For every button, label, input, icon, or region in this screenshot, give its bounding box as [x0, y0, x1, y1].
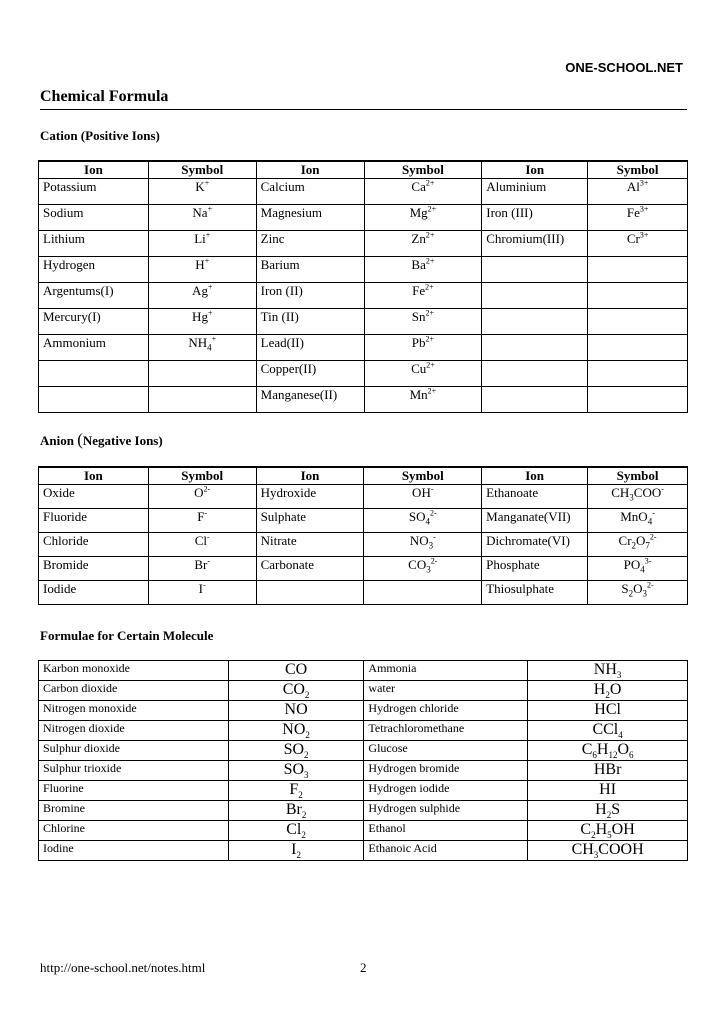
molecule-row — [39, 821, 688, 841]
cation-symbol: $Zn^{2+}$ — [364, 231, 482, 257]
anion-ion-name: Iodide — [39, 581, 149, 605]
molecule-name: Fluorine — [39, 781, 229, 801]
cation-row — [39, 283, 688, 309]
cation-ion-name: Potassium — [39, 179, 149, 205]
cation-symbol — [588, 309, 688, 335]
anion-ion-name: Carbonate — [256, 557, 364, 581]
anion-ion-name: Manganate(VII) — [482, 509, 588, 533]
cation-symbol: Ag+ — [148, 283, 256, 309]
cation-ion-name: Lead(II) — [256, 335, 364, 361]
cation-row — [39, 361, 688, 387]
anion-col-header: Ion — [256, 467, 364, 485]
molecule-formula: $C_6H_{12}O_6$ — [528, 741, 688, 761]
anion-ion-name: Dichromate(VI) — [482, 533, 588, 557]
anion-ion-name: Ethanoate — [482, 485, 588, 509]
cation-ion-name — [482, 335, 588, 361]
anion-ion-name: Thiosulphate — [482, 581, 588, 605]
cation-ion-name: Argentums(I) — [39, 283, 149, 309]
anion-symbol: $Cr_2O_7^{2-}$ — [588, 533, 688, 557]
cation-ion-name: Sodium — [39, 205, 149, 231]
cation-symbol — [588, 361, 688, 387]
cation-row — [39, 387, 688, 413]
molecule-name: Nitrogen dioxide — [39, 721, 229, 741]
cation-symbol: $Ca^{2+}$ — [364, 179, 482, 205]
cation-symbol: $Cr^{3+}$ — [588, 231, 688, 257]
molecule-name: Bromine — [39, 801, 229, 821]
anion-table — [38, 466, 688, 605]
molecule-name: Glucose — [364, 741, 528, 761]
cation-heading: Cation (Positive Ions) — [40, 128, 160, 143]
anion-symbol: MnO$_4$- — [588, 509, 688, 533]
cation-ion-name — [482, 257, 588, 283]
cation-ion-name: Copper(II) — [256, 361, 364, 387]
molecule-name: Carbon dioxide — [39, 681, 229, 701]
molecule-name: Hydrogen chloride — [364, 701, 528, 721]
molecule-row — [39, 841, 688, 861]
cation-symbol: $Fe^{2+}$ — [364, 283, 482, 309]
anion-row — [39, 509, 688, 533]
molecule-formula: $SO_2$ — [228, 741, 364, 761]
cation-row — [39, 257, 688, 283]
anion-symbol: Br- — [148, 557, 256, 581]
cation-row — [39, 335, 688, 361]
molecule-formula: $CO_2$ — [228, 681, 364, 701]
anion-ion-name: Fluoride — [39, 509, 149, 533]
anion-symbol: $S_2O_3^{2-}$ — [588, 581, 688, 605]
cation-ion-name — [39, 361, 149, 387]
molecule-formula: HI — [528, 781, 688, 801]
cation-ion-name: Iron (III) — [482, 205, 588, 231]
cation-symbol — [148, 361, 256, 387]
molecule-formula: $SO_3$ — [228, 761, 364, 781]
anion-ion-name: Phosphate — [482, 557, 588, 581]
molecule-formula: $NH_3$ — [528, 661, 688, 681]
molecule-formula: $H_2S$ — [528, 801, 688, 821]
anion-row — [39, 485, 688, 509]
cation-ion-name: Tin (II) — [256, 309, 364, 335]
anion-row — [39, 581, 688, 605]
molecule-formula: $F_2$ — [228, 781, 364, 801]
molecule-formula: $Cl_2$ — [228, 821, 364, 841]
cation-symbol: Li+ — [148, 231, 256, 257]
molecules-table — [38, 660, 688, 861]
molecule-name: Sulphur trioxide — [39, 761, 229, 781]
molecule-formula: HBr — [528, 761, 688, 781]
page-title: Chemical Formula — [40, 88, 169, 105]
page-number: 2 — [360, 960, 367, 975]
anion-ion-name: Oxide — [39, 485, 149, 509]
cation-row — [39, 309, 688, 335]
anion-col-header: Symbol — [588, 467, 688, 485]
molecule-row — [39, 721, 688, 741]
cation-ion-name: Magnesium — [256, 205, 364, 231]
molecule-formula: NO — [228, 701, 364, 721]
molecule-formula: $C_2H_5OH$ — [528, 821, 688, 841]
cation-symbol: Hg+ — [148, 309, 256, 335]
cation-ion-name: Chromium(III) — [482, 231, 588, 257]
cation-symbol: $Al^{3+}$ — [588, 179, 688, 205]
molecule-formula: $NO_2$ — [228, 721, 364, 741]
molecule-name: water — [364, 681, 528, 701]
cation-ion-name — [482, 387, 588, 413]
molecule-name: Hydrogen iodide — [364, 781, 528, 801]
molecule-formula: $CH_3COOH$ — [528, 841, 688, 861]
anion-ion-name: Sulphate — [256, 509, 364, 533]
cation-ion-name: Iron (II) — [256, 283, 364, 309]
cation-ion-name — [482, 361, 588, 387]
cation-ion-name: Aluminium — [482, 179, 588, 205]
anion-symbol — [364, 581, 482, 605]
molecule-row — [39, 781, 688, 801]
cation-symbol: Na+ — [148, 205, 256, 231]
cation-symbol: $Mg^{2+}$ — [364, 205, 482, 231]
molecule-name: Sulphur dioxide — [39, 741, 229, 761]
molecules-heading: Formulae for Certain Molecule — [40, 628, 214, 643]
molecule-name: Iodine — [39, 841, 229, 861]
anion-row — [39, 557, 688, 581]
molecule-formula: $Br_2$ — [228, 801, 364, 821]
molecule-name: Karbon monoxide — [39, 661, 229, 681]
anion-symbol: $PO_4^{3-}$ — [588, 557, 688, 581]
cation-ion-name: Ammonium — [39, 335, 149, 361]
molecule-row — [39, 761, 688, 781]
cation-symbol: $Cu^{2+}$ — [364, 361, 482, 387]
cation-ion-name — [482, 283, 588, 309]
molecule-name: Hydrogen sulphide — [364, 801, 528, 821]
anion-symbol: F- — [148, 509, 256, 533]
cation-ion-name: Lithium — [39, 231, 149, 257]
anion-ion-name: Bromide — [39, 557, 149, 581]
anion-symbol: OH- — [364, 485, 482, 509]
molecule-formula: CCl$_4$ — [528, 721, 688, 741]
molecule-name: Chlorine — [39, 821, 229, 841]
cation-ion-name: Hydrogen — [39, 257, 149, 283]
anion-row — [39, 533, 688, 557]
cation-col-header: Ion — [482, 161, 588, 179]
cation-symbol — [588, 335, 688, 361]
anion-col-header: Ion — [482, 467, 588, 485]
cation-ion-name: Manganese(II) — [256, 387, 364, 413]
cation-symbol: H+ — [148, 257, 256, 283]
cation-symbol — [588, 257, 688, 283]
cation-ion-name: Barium — [256, 257, 364, 283]
anion-header-row — [39, 467, 688, 485]
cation-row — [39, 205, 688, 231]
anion-symbol: $CH_3COO^-$ — [588, 485, 688, 509]
molecule-row — [39, 741, 688, 761]
molecule-name: Hydrogen bromide — [364, 761, 528, 781]
anion-ion-name: Nitrate — [256, 533, 364, 557]
cation-symbol: $NH_4^+$ — [148, 335, 256, 361]
cation-symbol: K+ — [148, 179, 256, 205]
anion-symbol: Cl- — [148, 533, 256, 557]
cation-symbol — [588, 283, 688, 309]
molecule-formula: $H_2O$ — [528, 681, 688, 701]
anion-col-header: Symbol — [364, 467, 482, 485]
cation-col-header: Symbol — [364, 161, 482, 179]
cation-ion-name: Zinc — [256, 231, 364, 257]
anion-symbol: I- — [148, 581, 256, 605]
molecule-row — [39, 801, 688, 821]
cation-symbol: $Sn^{2+}$ — [364, 309, 482, 335]
cation-row — [39, 179, 688, 205]
molecule-name: Nitrogen monoxide — [39, 701, 229, 721]
anion-ion-name: Hydroxide — [256, 485, 364, 509]
site-name: ONE-SCHOOL.NET — [565, 60, 683, 75]
cation-ion-name: Calcium — [256, 179, 364, 205]
molecule-row — [39, 681, 688, 701]
anion-ion-name: Chloride — [39, 533, 149, 557]
anion-symbol: $SO_4^{2-}$ — [364, 509, 482, 533]
anion-heading: Anion (Negative Ions) — [40, 430, 163, 449]
cation-symbol — [148, 387, 256, 413]
cation-col-header: Symbol — [588, 161, 688, 179]
footer-url: http://one-school.net/notes.html — [40, 960, 206, 975]
cation-ion-name — [482, 309, 588, 335]
molecule-row — [39, 661, 688, 681]
molecule-row — [39, 701, 688, 721]
anion-symbol: $O^{2-}$ — [148, 485, 256, 509]
molecule-name: Tetrachloromethane — [364, 721, 528, 741]
title-divider — [40, 109, 687, 110]
cation-table — [38, 160, 688, 413]
molecule-formula: $I_2$ — [228, 841, 364, 861]
cation-row — [39, 231, 688, 257]
cation-symbol: $Fe^{3+}$ — [588, 205, 688, 231]
molecule-name: Ethanoic Acid — [364, 841, 528, 861]
anion-col-header: Symbol — [148, 467, 256, 485]
molecule-name: Ammonia — [364, 661, 528, 681]
anion-col-header: Ion — [39, 467, 149, 485]
cation-ion-name — [39, 387, 149, 413]
molecule-formula: HCl — [528, 701, 688, 721]
anion-symbol: $NO_3^-$ — [364, 533, 482, 557]
cation-header-row — [39, 161, 688, 179]
cation-symbol: $Mn^{2+}$ — [364, 387, 482, 413]
cation-symbol: $Ba^{2+}$ — [364, 257, 482, 283]
anion-symbol: $CO_3^{2-}$ — [364, 557, 482, 581]
cation-ion-name: Mercury(I) — [39, 309, 149, 335]
cation-col-header: Ion — [256, 161, 364, 179]
anion-ion-name — [256, 581, 364, 605]
molecule-name: Ethanol — [364, 821, 528, 841]
molecule-formula: CO — [228, 661, 364, 681]
cation-symbol — [588, 387, 688, 413]
cation-col-header: Symbol — [148, 161, 256, 179]
cation-col-header: Ion — [39, 161, 149, 179]
cation-symbol: $Pb^{2+}$ — [364, 335, 482, 361]
